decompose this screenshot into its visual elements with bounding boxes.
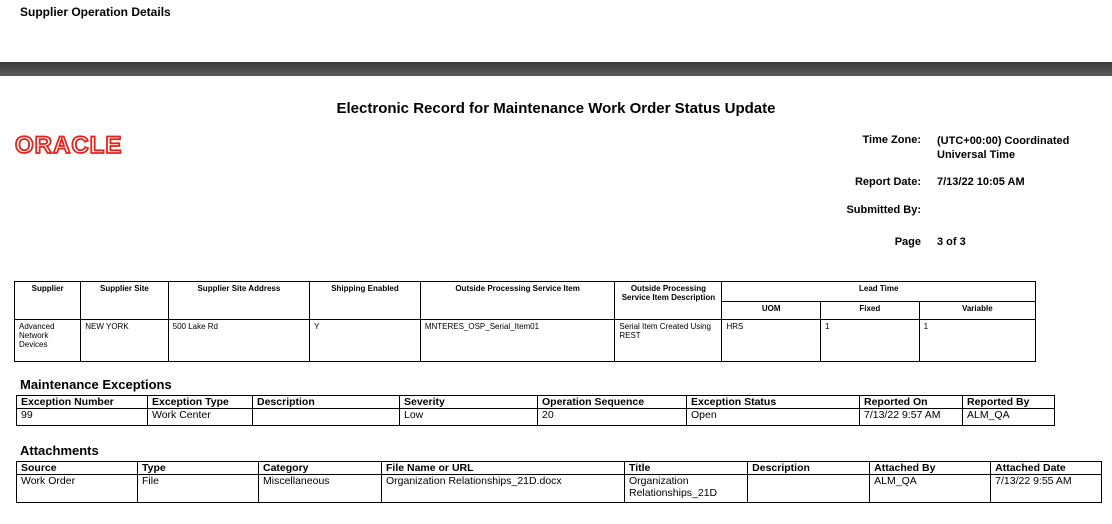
report-date-value: 7/13/22 10:05 AM — [937, 176, 1025, 188]
col-osp-item: Outside Processing Service Item — [420, 282, 615, 320]
cell-variable: 1 — [919, 320, 1035, 362]
section-title: Supplier Operation Details — [20, 5, 171, 19]
page-label: Page — [894, 236, 921, 248]
col-uom: UOM — [722, 302, 821, 320]
cell-uom: HRS — [722, 320, 821, 362]
cell-operation-sequence: 20 — [538, 409, 687, 426]
col-lead-time: Lead Time — [722, 282, 1036, 302]
time-zone-label: Time Zone: — [862, 134, 921, 146]
col-supplier-site-address: Supplier Site Address — [168, 282, 310, 320]
col-file-name: File Name or URL — [382, 462, 625, 475]
header-divider-bar — [0, 62, 1112, 76]
col-title: Title — [625, 462, 748, 475]
table-row — [17, 409, 1055, 426]
col-reported-on: Reported On — [860, 396, 963, 409]
cell-osp-item: MNTERES_OSP_Serial_Item01 — [420, 320, 615, 362]
cell-supplier-site: NEW YORK — [81, 320, 168, 362]
cell-exception-type: Work Center — [148, 409, 253, 426]
report-title: Electronic Record for Maintenance Work Order Status Update — [336, 100, 776, 117]
col-type: Type — [138, 462, 259, 475]
col-fixed: Fixed — [821, 302, 920, 320]
cell-file-name: Organization Relationships_21D.docx — [382, 475, 625, 503]
table-row — [17, 475, 1102, 503]
col-attached-date: Attached Date — [991, 462, 1102, 475]
cell-exception-number: 99 — [17, 409, 148, 426]
cell-shipping-enabled: Y — [310, 320, 421, 362]
cell-category: Miscellaneous — [259, 475, 382, 503]
cell-supplier-site-address: 500 Lake Rd — [168, 320, 310, 362]
cell-description — [748, 475, 870, 503]
cell-description — [253, 409, 400, 426]
cell-exception-status: Open — [687, 409, 860, 426]
cell-reported-by: ALM_QA — [963, 409, 1055, 426]
col-variable: Variable — [919, 302, 1035, 320]
col-exception-type: Exception Type — [148, 396, 253, 409]
col-source: Source — [17, 462, 138, 475]
col-shipping-enabled: Shipping Enabled — [310, 282, 421, 320]
page-number: 3 of 3 — [937, 236, 966, 248]
oracle-logo-text: ORACLE — [15, 132, 123, 158]
cell-source: Work Order — [17, 475, 138, 503]
report-date-label: Report Date: — [854, 176, 921, 188]
col-supplier: Supplier — [15, 282, 81, 320]
exceptions-heading: Maintenance Exceptions — [20, 377, 172, 392]
cell-reported-on: 7/13/22 9:57 AM — [860, 409, 963, 426]
cell-type: File — [138, 475, 259, 503]
time-zone-value: (UTC+00:00) Coordinated Universal Time — [937, 135, 1070, 161]
attachments-table — [16, 461, 1102, 503]
cell-attached-by: ALM_QA — [870, 475, 991, 503]
cell-supplier: Advanced Network Devices — [15, 320, 81, 362]
supplier-table — [14, 281, 1036, 362]
oracle-logo — [15, 132, 145, 163]
col-supplier-site: Supplier Site — [81, 282, 168, 320]
col-description: Description — [748, 462, 870, 475]
col-exception-status: Exception Status — [687, 396, 860, 409]
cell-attached-date: 7/13/22 9:55 AM — [991, 475, 1102, 503]
cell-osp-item-description: Serial Item Created Using REST — [615, 320, 722, 362]
col-category: Category — [259, 462, 382, 475]
cell-title: Organization Relationships_21D — [625, 475, 748, 503]
col-attached-by: Attached By — [870, 462, 991, 475]
col-operation-sequence: Operation Sequence — [538, 396, 687, 409]
col-reported-by: Reported By — [963, 396, 1055, 409]
attachments-heading: Attachments — [20, 443, 99, 458]
exceptions-table — [16, 395, 1055, 426]
col-description: Description — [253, 396, 400, 409]
cell-severity: Low — [400, 409, 538, 426]
col-exception-number: Exception Number — [17, 396, 148, 409]
col-severity: Severity — [400, 396, 538, 409]
col-osp-item-description: Outside Processing Service Item Description — [615, 282, 722, 320]
cell-fixed: 1 — [821, 320, 920, 362]
table-row — [15, 320, 1036, 362]
submitted-by-label: Submitted By: — [846, 204, 921, 216]
